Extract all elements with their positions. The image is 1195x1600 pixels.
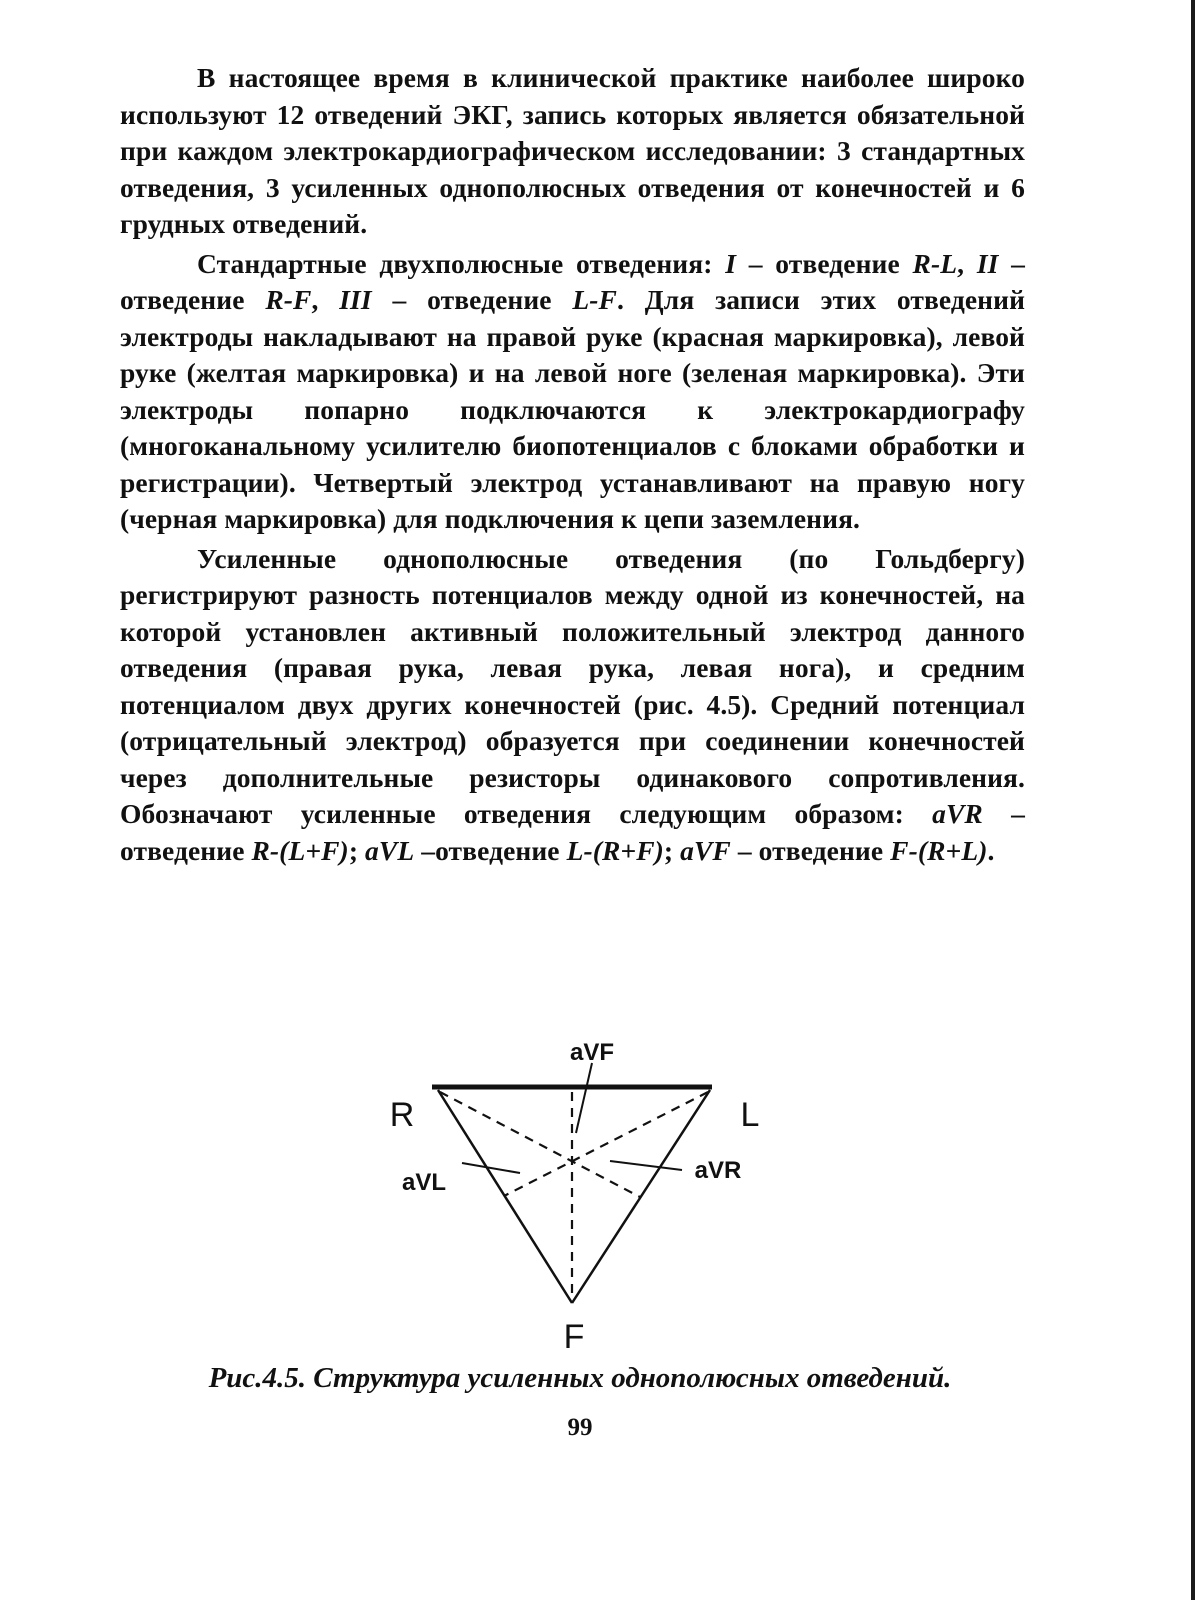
text-run: – отведение: [120, 247, 1026, 315]
label-r: R: [389, 1096, 415, 1134]
median-r: [440, 1092, 640, 1197]
text-run: . Для записи этих отведений электроды накладывают на правой руке (красная маркировка), левой руке (желтая маркировка) и на левой ноге (зеленая маркировка). Эти электроды попарно подключаются к электрокардиографу (многоканальному усилителю биопотенциалов с блоками обработки и регистрации). Четвертый электрод устанавливают на правую ногу (черная маркировка) для подключения к цепи заземления.: [120, 284, 1026, 534]
lead-formula: aVF: [680, 834, 731, 866]
figure-caption: Рис.4.5. Структура усиленных однополюсных отведений.: [208, 1362, 952, 1394]
text-run: ;: [663, 834, 681, 866]
label-avl: aVL: [401, 1169, 447, 1196]
lead-formula: R-L: [912, 247, 958, 279]
triangle-right-edge: [572, 1090, 710, 1303]
lead-formula: L-F: [572, 284, 618, 315]
paragraph-standard-leads: [120, 246, 1025, 538]
text-run: – отведение: [120, 798, 1026, 866]
text-run: .: [987, 834, 995, 866]
paragraph-augmented-leads: [120, 541, 1025, 870]
text-run: Стандартные двухполюсные отведения:: [197, 247, 726, 279]
lead-formula: aVL: [365, 834, 415, 866]
figure-augmented-leads: [360, 1030, 830, 1370]
text-run: – отведение: [371, 284, 573, 315]
lead-formula: III: [339, 284, 372, 315]
text-run: ;: [348, 834, 366, 866]
text-run: – отведение: [730, 834, 891, 866]
text-run: – отведение: [736, 247, 913, 279]
text-run: В настоящее время в клинической практике наиболее широко используют 12 отведений ЭКГ, запись которых является обязательной при каждом электрокардиографическом исследовании: 3 стандартных отведения, 3 усиленных однополюсных отведения от конечностей и 6 грудных отведений.: [120, 62, 1025, 239]
label-avf: aVF: [569, 1039, 615, 1066]
label-avr: aVR: [694, 1157, 742, 1184]
lead-diagram: [360, 1030, 830, 1370]
label-l: L: [740, 1096, 760, 1134]
body-text: [120, 60, 1025, 869]
text-run: Усиленные однополюсные отведения (по Гольдбергу) регистрируют разность потенциалов между одной из конечностей, на которой установлен активный положительный электрод данного отведения (правая рука, левая рука, левая нога), и средним потенциалом двух других конечностей (рис. 4.5). Средний потенциал (отрицательный электрод) образуется при соединении конечностей через дополнительные резисторы одинакового сопротивления. Обозначают усиленные отведения следующим образом:: [120, 542, 1025, 829]
page-number: 99: [567, 1414, 593, 1441]
lead-formula: I: [725, 247, 736, 279]
lead-formula: II: [976, 247, 999, 279]
page-edge: [1191, 0, 1195, 1600]
lead-formula: R-F: [265, 284, 312, 315]
label-f: F: [563, 1318, 585, 1356]
avf-leader: [576, 1063, 592, 1133]
lead-formula: R-(L+F): [251, 834, 349, 866]
lead-formula: F-(R+L): [890, 834, 988, 866]
text-run: ,: [957, 247, 977, 279]
text-run: ,: [311, 284, 340, 315]
avl-leader: [462, 1163, 520, 1173]
avr-leader: [610, 1161, 682, 1170]
lead-formula: L-(R+F): [566, 834, 664, 866]
lead-formula: aVR: [932, 798, 983, 829]
median-l: [504, 1092, 708, 1196]
paragraph-intro: [120, 60, 1025, 243]
text-run: –отведение: [414, 834, 567, 866]
